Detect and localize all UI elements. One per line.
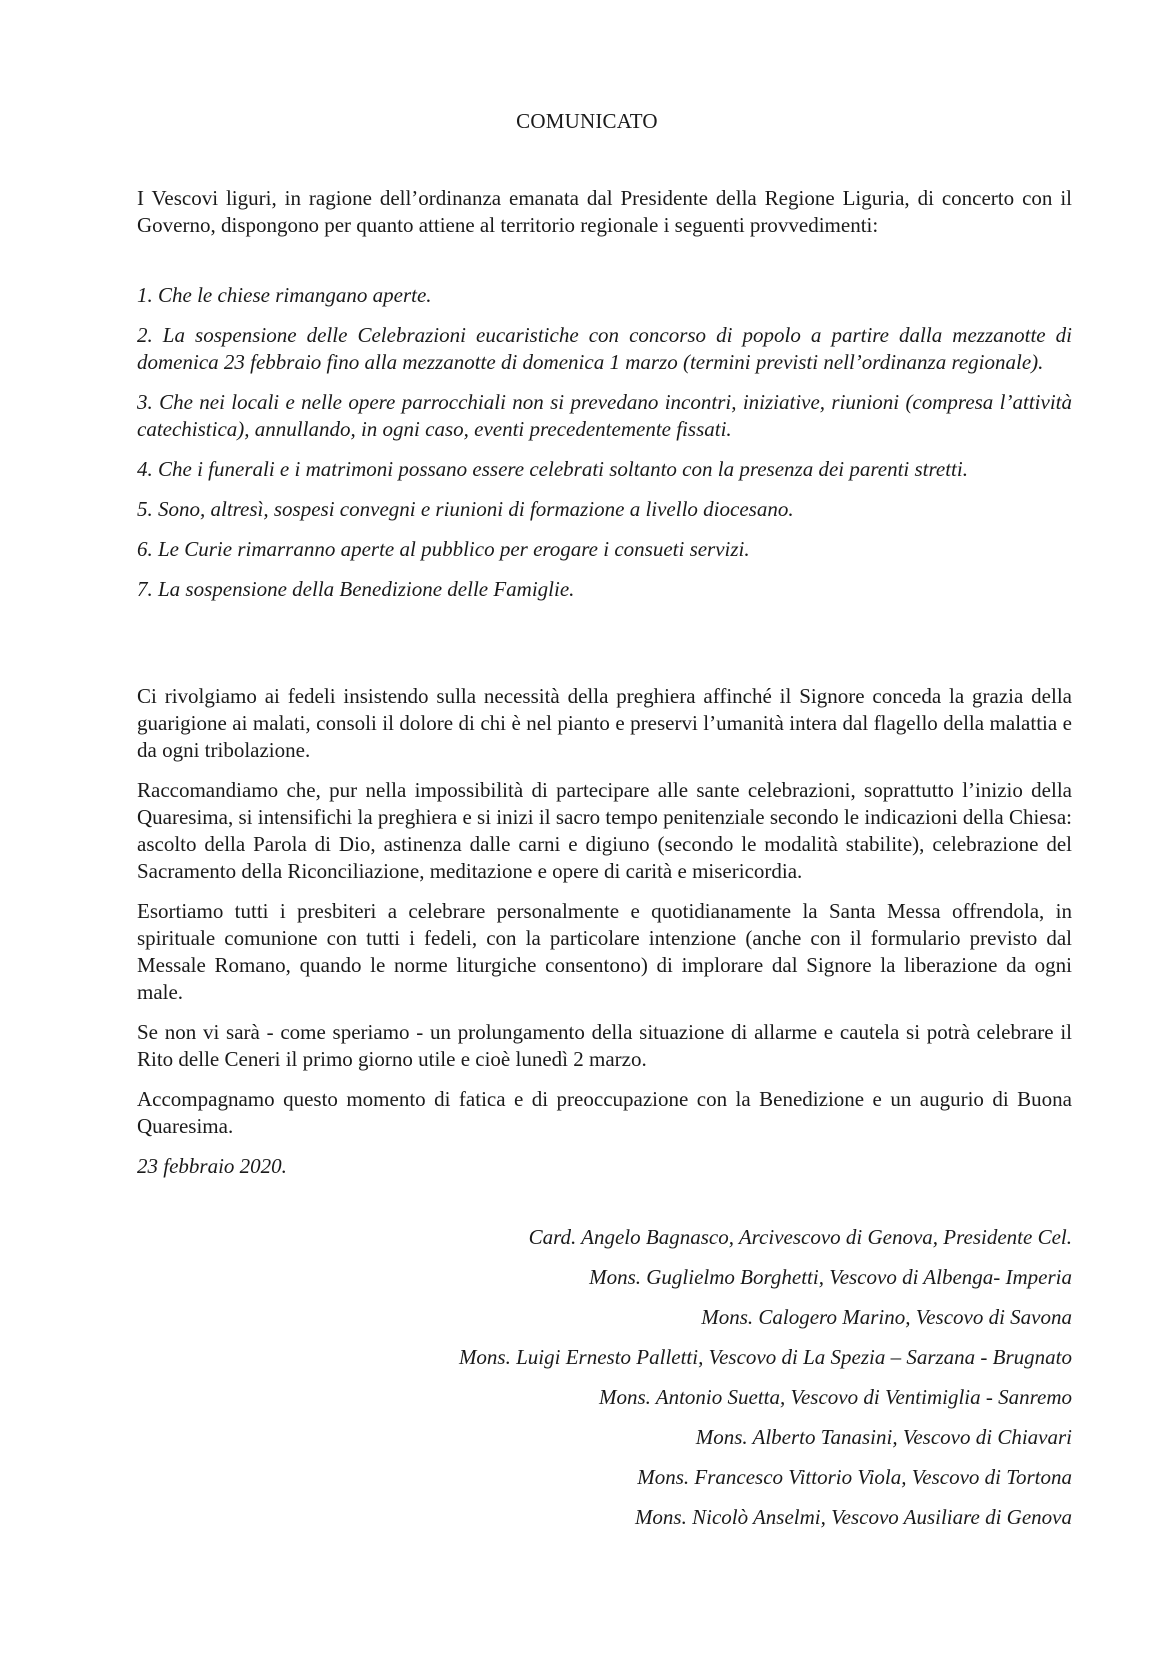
intro-section — [137, 185, 1072, 239]
closing-section — [137, 683, 1072, 1193]
signature-line: Card. Angelo Bagnasco, Arcivescovo di Genova, Presidente Cel. — [528, 1225, 1072, 1249]
provision-item-7: 7. La sospensione della Benedizione delle Famiglie. — [137, 577, 575, 601]
paragraph-ashes: Se non vi sarà - come speriamo - un prolungamento della situazione di allarme e cautela si potrà celebrare il Rito delle Ceneri il primo giorno utile e cioè lunedì 2 marzo. — [137, 1020, 1072, 1071]
paragraph-lent: Raccomandiamo che, pur nella impossibilità di partecipare alle sante celebrazioni, soprattutto l’inizio della Quaresima, si intensifichi la preghiera e si inizi il sacro tempo penitenziale secondo le indicazioni della Chiesa: ascolto della Parola di Dio, astinenza dalle carni e digiuno (secondo le modalità stabilite), celebrazione del Sacramento della Riconciliazione, meditazione e opere di carità e misericordia. — [137, 778, 1072, 883]
provision-item-2: 2. La sospensione delle Celebrazioni eucaristiche con concorso di popolo a partire dalla mezzanotte di domenica 23 febbraio fino alla mezzanotte di domenica 1 marzo (termini previsti nell’ordinanza regionale). — [137, 323, 1072, 374]
document-date: 23 febbraio 2020. — [137, 1154, 287, 1178]
document-title: COMUNICATO — [516, 109, 658, 133]
signature-line: Mons. Calogero Marino, Vescovo di Savona — [701, 1305, 1072, 1329]
signature-line: Mons. Luigi Ernesto Palletti, Vescovo di La Spezia – Sarzana - Brugnato — [458, 1345, 1072, 1369]
provision-item-4: 4. Che i funerali e i matrimoni possano essere celebrati soltanto con la presenza dei parenti stretti. — [137, 457, 968, 481]
provisions-list — [137, 282, 1072, 603]
signature-line: Mons. Guglielmo Borghetti, Vescovo di Albenga- Imperia — [589, 1265, 1072, 1289]
provision-item-3: 3. Che nei locali e nelle opere parrocchiali non si prevedano incontri, iniziative, riunioni (compresa l’attività catechistica), annullando, in ogni caso, eventi precedentemente fissati. — [137, 390, 1072, 441]
intro-paragraph: I Vescovi liguri, in ragione dell’ordinanza emanata dal Presidente della Regione Liguria, di concerto con il Governo, dispongono per quanto attiene al territorio regionale i seguenti provvedimenti: — [137, 186, 1072, 237]
signature-block — [137, 1224, 1072, 1544]
paragraph-blessing: Accompagnamo questo momento di fatica e di preoccupazione con la Benedizione e un augurio di Buona Quaresima. — [137, 1087, 1072, 1138]
signature-line: Mons. Nicolò Anselmi, Vescovo Ausiliare di Genova — [634, 1505, 1072, 1529]
provision-item-5: 5. Sono, altresì, sospesi convegni e riunioni di formazione a livello diocesano. — [137, 497, 794, 521]
signature-line: Mons. Alberto Tanasini, Vescovo di Chiavari — [695, 1425, 1072, 1449]
provision-item-6: 6. Le Curie rimarranno aperte al pubblico per erogare i consueti servizi. — [137, 537, 750, 561]
signature-line: Mons. Antonio Suetta, Vescovo di Ventimiglia - Sanremo — [598, 1385, 1072, 1409]
paragraph-prayer: Ci rivolgiamo ai fedeli insistendo sulla necessità della preghiera affinché il Signore conceda la grazia della guarigione ai malati, consoli il dolore di chi è nel pianto e preservi l’umanità intera dal flagello della malattia e da ogni tribolazione. — [137, 684, 1072, 762]
signature-line: Mons. Francesco Vittorio Viola, Vescovo di Tortona — [637, 1465, 1072, 1489]
provision-item-1: 1. Che le chiese rimangano aperte. — [137, 283, 432, 307]
paragraph-priests: Esortiamo tutti i presbiteri a celebrare personalmente e quotidianamente la Santa Messa offrendola, in spirituale comunione con tutti i fedeli, con la particolare intenzione (anche con il formulario previsto dal Messale Romano, quando le norme liturgiche consentono) di implorare dal Signore la liberazione da ogni male. — [137, 899, 1072, 1004]
